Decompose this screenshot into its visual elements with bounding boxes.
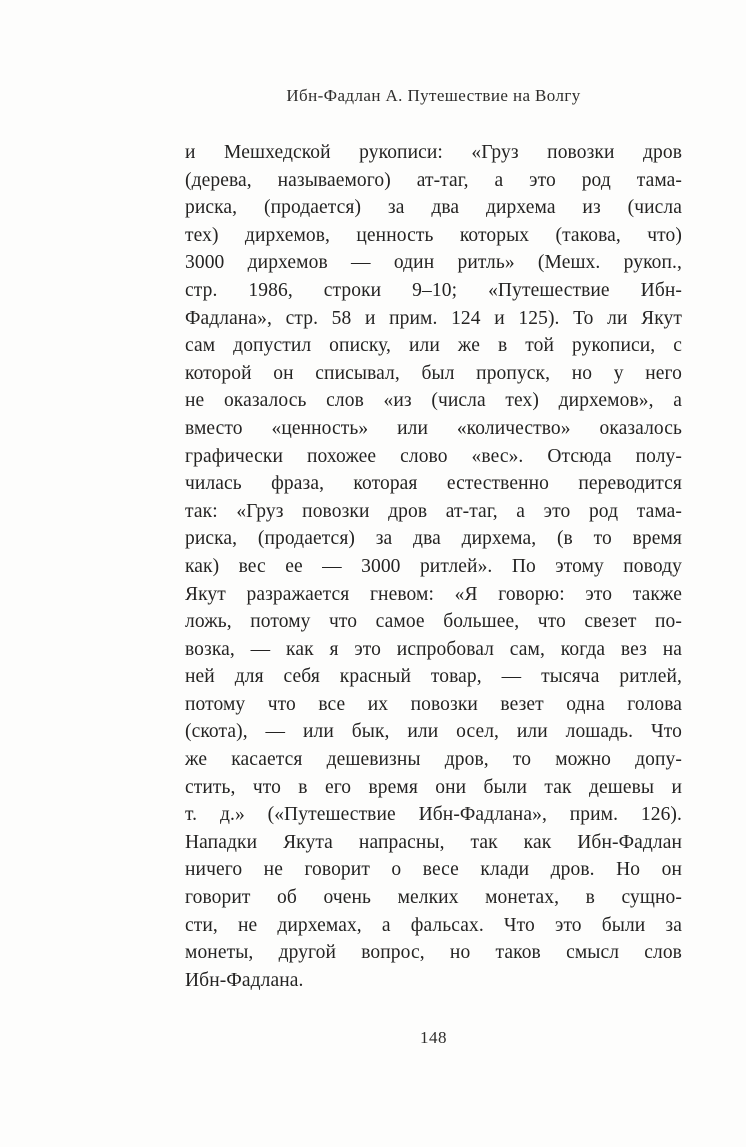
text-line: так: «Груз повозки дров ат-таг, а это род тама- <box>185 500 682 522</box>
text-line: возка, — как я это испробовал сам, когда вез на <box>185 638 682 660</box>
text-line: монеты, другой вопрос, но таков смысл слов <box>185 942 682 964</box>
page-number: 148 <box>420 1028 447 1047</box>
text-line: говорит об очень мелких монетах, в сущно- <box>185 887 682 909</box>
text-line: вместо «ценность» или «количество» оказалось <box>185 417 682 439</box>
text-line: риска, (продается) за два дирхема из (числа <box>185 197 682 219</box>
text-line: не оказалось слов «из (числа тех) дирхемов», а <box>185 390 682 412</box>
text-line: тех) дирхемов, ценность которых (такова, что) <box>185 224 682 246</box>
text-line: сти, не дирхемах, а фальсах. Что это были за <box>185 914 682 936</box>
text-line: ничего не говорит о весе клади дров. Но он <box>185 859 682 881</box>
text-line: (дерева, называемого) ат-таг, а это род тама- <box>185 169 682 191</box>
text-line: графически похожее слово «вес». Отсюда полу- <box>185 445 682 467</box>
text-line: стр. 1986, строки 9–10; «Путешествие Ибн- <box>185 279 682 301</box>
text-line: которой он списывал, был пропуск, но у него <box>185 362 682 384</box>
text-line: сам допустил описку, или же в той рукописи, с <box>185 335 682 357</box>
text-line: же касается дешевизны дров, то можно допу- <box>185 749 682 771</box>
text-line: ложь, потому что самое большее, что свезет по- <box>185 611 682 633</box>
text-line: т. д.» («Путешествие Ибн-Фадлана», прим. 126). <box>185 804 682 826</box>
text-line: как) вес ее — 3000 ритлей». По этому поводу <box>185 555 682 577</box>
text-line: потому что все их повозки везет одна голова <box>185 693 682 715</box>
text-line: Ибн-Фадлана. <box>185 969 304 991</box>
text-line: стить, что в его время они были так дешевы и <box>185 776 682 798</box>
text-line: (скота), — или бык, или осел, или лошадь. Что <box>185 721 682 743</box>
text-line: Нападки Якута напрасны, так как Ибн-Фадлан <box>185 831 682 853</box>
text-line: ней для себя красный товар, — тысяча ритлей, <box>185 666 682 688</box>
running-header: Ибн-Фадлан А. Путешествие на Волгу <box>286 86 581 105</box>
body-text <box>185 139 682 994</box>
text-line: чилась фраза, которая естественно переводится <box>185 473 682 495</box>
text-line: риска, (продается) за два дирхема, (в то время <box>185 528 682 550</box>
text-line: Якут разражается гневом: «Я говорю: это также <box>185 583 682 605</box>
text-line: 3000 дирхемов — один ритль» (Мешх. рукоп., <box>185 252 682 274</box>
text-line: и Мешхедской рукописи: «Груз повозки дров <box>185 142 682 163</box>
text-line: Фадлана», стр. 58 и прим. 124 и 125). То ли Якут <box>185 307 682 329</box>
